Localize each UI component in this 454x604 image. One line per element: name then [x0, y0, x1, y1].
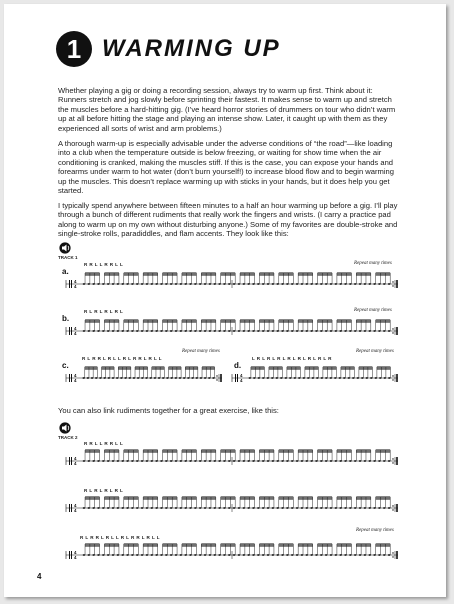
svg-text:4: 4 — [240, 378, 243, 383]
track2-row3-repeat: Repeat many times — [356, 528, 394, 533]
example-c-sticking: R L R R L R L L R L R R L R L L — [82, 356, 162, 361]
svg-text:4: 4 — [74, 279, 77, 284]
paragraph-4: You can also link rudiments together for a great exercise, like this: — [58, 406, 279, 415]
svg-text:4: 4 — [74, 550, 77, 555]
svg-text:4: 4 — [74, 508, 77, 513]
book-page — [4, 4, 446, 597]
svg-text:4: 4 — [74, 503, 77, 508]
svg-text:4: 4 — [74, 331, 77, 336]
track2-row1-sticking: R R L L R R L L — [84, 441, 124, 446]
svg-text:4: 4 — [240, 373, 243, 378]
example-b-sticking: R L R L R L R L — [84, 309, 124, 314]
svg-text:4: 4 — [74, 373, 77, 378]
example-a-label: a. — [62, 267, 69, 276]
example-d-repeat: Repeat many times — [356, 349, 394, 354]
example-d-sticking: L R L R L R L R L R L R L R L R — [252, 356, 332, 361]
example-b-label: b. — [62, 314, 70, 323]
chapter-title: WARMING UP — [102, 35, 281, 62]
svg-text:4: 4 — [74, 378, 77, 383]
svg-text:4: 4 — [74, 555, 77, 560]
svg-text:4: 4 — [74, 461, 77, 466]
example-b-repeat: Repeat many times — [354, 308, 392, 313]
track2-row3-sticking: R L R R L R L L R L R R L R L L — [80, 535, 160, 540]
svg-text:4: 4 — [74, 326, 77, 331]
page-number: 4 — [37, 572, 42, 581]
drum-notation — [4, 4, 446, 597]
example-c-label: c. — [62, 361, 69, 370]
track-2-label: TRACK 2 — [58, 435, 78, 440]
track-1-label: TRACK 1 — [58, 255, 78, 260]
paragraph-2: A thorough warm-up is especially advisable under the adverse conditions of “the road”—like loading into a club when the temperature outside is below freezing, or waiting for show time when the air conditioning is cranked, making the muscles stiff. If this is the case, you can expose your hands and forearms under warm to hot water (don’t burn yourself!) to increase blood flow and to begin warming up the muscles. This doesn’t replace warming up with sticks in your hands, but it does help you get started. — [58, 139, 394, 196]
example-c-repeat: Repeat many times — [182, 349, 220, 354]
paragraph-3: I typically spend anywhere between fifteen minutes to a half an hour warming up before a gig. I’ll play through a bunch of different rudiments that really work the fingers and wrists. (I carry a practice pad along to warm up on my own without disturbing anyone.) Some of my favorites are double-stroke and single-stroke rolls, paradiddles, and flam accents. They look like this: — [58, 201, 398, 239]
example-a-repeat: Repeat many times — [354, 261, 392, 266]
example-a-sticking: R R L L R R L L — [84, 262, 124, 267]
example-d-label: d. — [234, 361, 242, 370]
track2-row2-sticking: R L R L R L R L — [84, 488, 124, 493]
svg-text:4: 4 — [74, 284, 77, 289]
chapter-number-badge: 1 — [56, 31, 92, 67]
paragraph-1: Whether playing a gig or doing a recording session, always try to warm up first. Think about it: Runners stretch and jog slowly before sprinting their fastest. It makes sense to warm up and stretch the muscles before a hard-hitting gig. (I’ve heard horror stories of drummers on tour who didn’t warm up at all before hitting the stage and playing an intense show. Later, it caught up with them as they experienced all sorts of wrist and arm problems.) — [58, 86, 396, 133]
svg-text:4: 4 — [74, 456, 77, 461]
